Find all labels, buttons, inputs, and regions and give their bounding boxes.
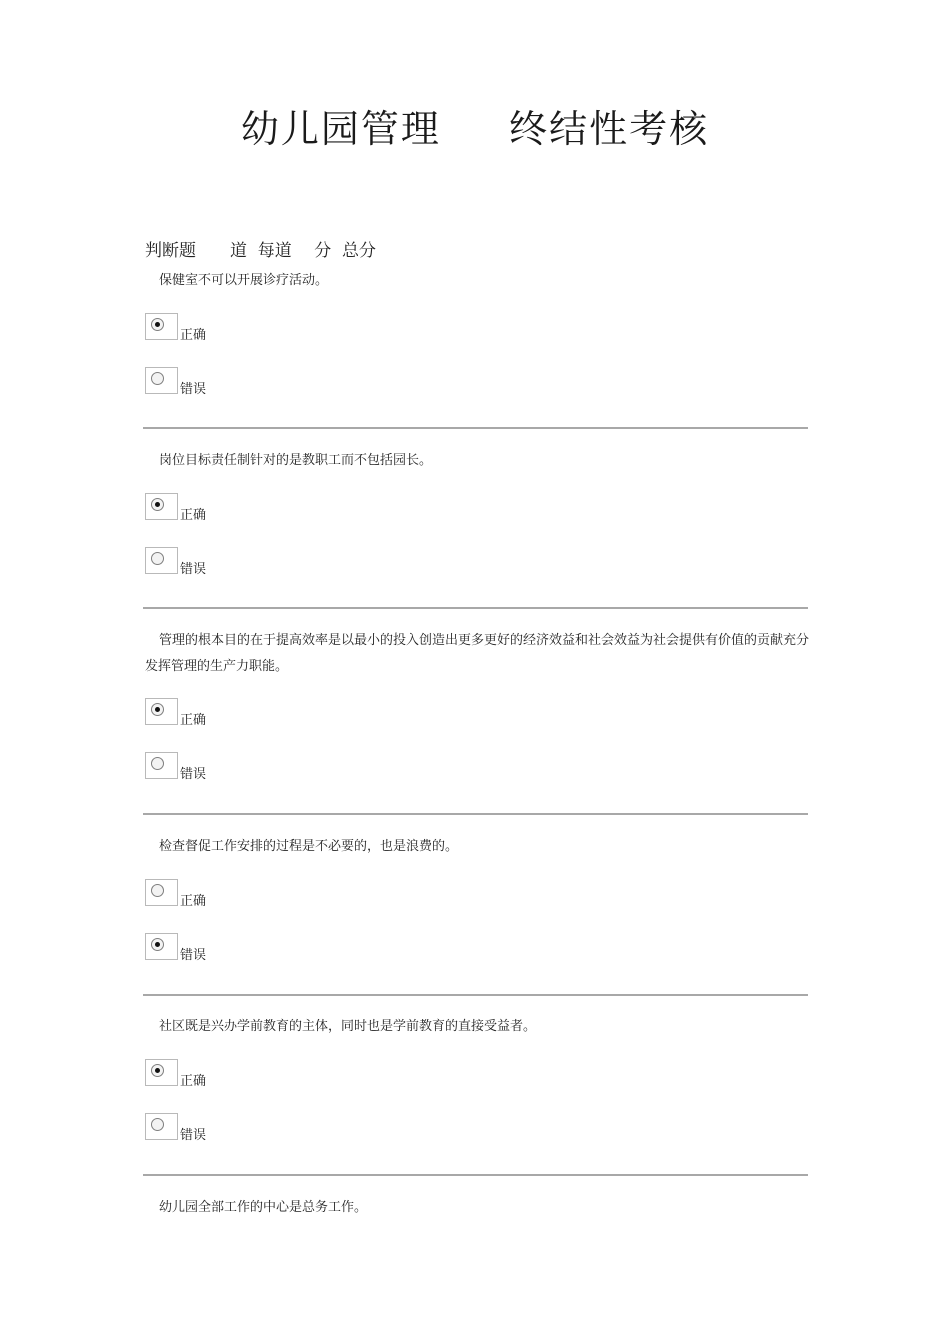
option-false[interactable] xyxy=(145,547,265,577)
question-1 xyxy=(145,268,810,397)
question-4 xyxy=(145,834,810,963)
radio-button[interactable] xyxy=(145,879,178,906)
option-label: 错误 xyxy=(180,382,207,397)
question-text: 社区既是兴办学前教育的主体，同时也是学前教育的直接受益者。 xyxy=(159,1019,537,1034)
radio-circle-icon xyxy=(151,318,164,331)
option-label: 错误 xyxy=(180,1128,207,1143)
question-text: 幼儿园全部工作的中心是总务工作。 xyxy=(159,1200,368,1215)
option-true[interactable] xyxy=(145,879,265,909)
option-false[interactable] xyxy=(145,1113,265,1143)
option-label: 错误 xyxy=(180,562,207,577)
page-title: 幼儿园管理 终结性考核 xyxy=(240,107,710,151)
radio-button[interactable] xyxy=(145,493,178,520)
radio-button[interactable] xyxy=(145,367,178,394)
option-false[interactable] xyxy=(145,752,265,782)
radio-circle-icon xyxy=(151,938,164,951)
radio-circle-icon xyxy=(151,1064,164,1077)
radio-button[interactable] xyxy=(145,313,178,340)
radio-circle-icon xyxy=(151,498,164,511)
radio-circle-icon xyxy=(151,1118,164,1131)
radio-circle-icon xyxy=(151,757,164,770)
divider xyxy=(143,994,808,996)
question-2 xyxy=(145,448,810,577)
option-label: 正确 xyxy=(180,328,207,343)
option-label: 正确 xyxy=(180,508,207,523)
divider xyxy=(143,427,808,429)
radio-circle-icon xyxy=(151,552,164,565)
option-true[interactable] xyxy=(145,698,265,728)
option-true[interactable] xyxy=(145,313,265,343)
divider xyxy=(143,813,808,815)
radio-selected-dot-icon xyxy=(155,1068,160,1073)
question-text: 检查督促工作安排的过程是不必要的，也是浪费的。 xyxy=(159,839,459,854)
question-text: 保健室不可以开展诊疗活动。 xyxy=(159,273,329,288)
radio-button[interactable] xyxy=(145,933,178,960)
radio-button[interactable] xyxy=(145,1059,178,1086)
divider xyxy=(143,607,808,609)
section-heading: 判断题 道 每道 分 总分 xyxy=(145,241,377,261)
option-label: 正确 xyxy=(180,1074,207,1089)
question-5 xyxy=(145,1014,810,1143)
option-true[interactable] xyxy=(145,1059,265,1089)
option-label: 正确 xyxy=(180,713,207,728)
option-label: 正确 xyxy=(180,894,207,909)
question-6 xyxy=(145,1195,810,1221)
option-true[interactable] xyxy=(145,493,265,523)
option-label: 错误 xyxy=(180,767,207,782)
radio-button[interactable] xyxy=(145,547,178,574)
radio-selected-dot-icon xyxy=(155,707,160,712)
radio-button[interactable] xyxy=(145,1113,178,1140)
option-label: 错误 xyxy=(180,948,207,963)
option-false[interactable] xyxy=(145,933,265,963)
question-text: 岗位目标责任制针对的是教职工而不包括园长。 xyxy=(159,453,433,468)
radio-button[interactable] xyxy=(145,752,178,779)
radio-selected-dot-icon xyxy=(155,502,160,507)
divider xyxy=(143,1174,808,1176)
option-false[interactable] xyxy=(145,367,265,397)
radio-circle-icon xyxy=(151,372,164,385)
radio-selected-dot-icon xyxy=(155,942,160,947)
radio-circle-icon xyxy=(151,703,164,716)
question-3 xyxy=(145,628,810,782)
radio-button[interactable] xyxy=(145,698,178,725)
question-text: 管理的根本目的在于提高效率是以最小的投入创造出更多更好的经济效益和社会效益为社会提供有价值的贡献充分发挥管理的生产力职能。 xyxy=(145,633,810,674)
radio-circle-icon xyxy=(151,884,164,897)
radio-selected-dot-icon xyxy=(155,322,160,327)
